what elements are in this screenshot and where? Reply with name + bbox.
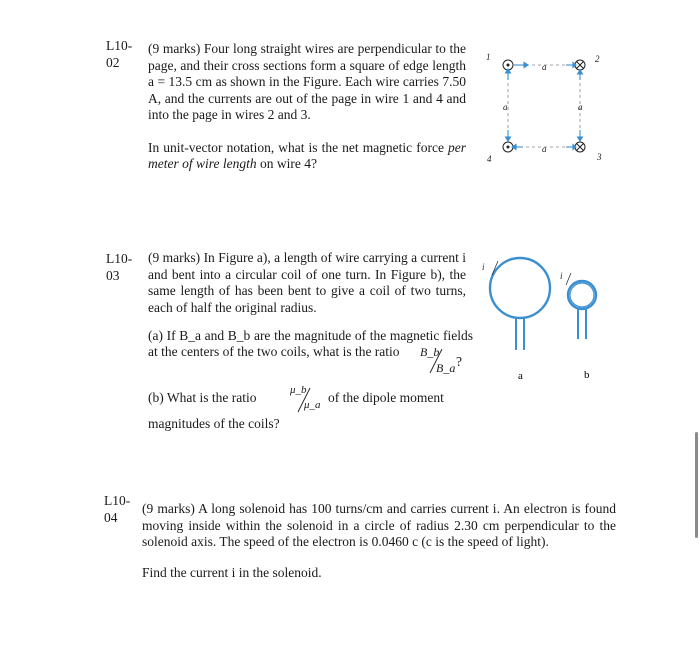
problem-id-l10-03: L10- 03 <box>106 251 133 283</box>
wire-1-label: 1 <box>486 52 491 62</box>
edge-label-right: a <box>578 102 583 112</box>
problem-id-l10-02: L10- 02 <box>106 38 133 70</box>
problem-l10-04-statement: (9 marks) A long solenoid has 100 turns/cm and carries current i. An electron is found moving inside within the solenoid in a circle of radius 2.30 cm perpendicular to the solenoid axis. The speed of the electron is 0.0460 c (c is the speed of light). <box>142 501 616 549</box>
ratio-mub-over-mua: μ_b μ_a <box>290 384 321 411</box>
problem-id-l10-04: L10- 04 <box>104 493 131 525</box>
problem-l10-03-part-a: (a) If B_a and B_b are the magnitude of the magnetic fields at the centers of the two coils, what is the ratio <box>148 328 473 359</box>
current-label-b: i <box>560 271 563 281</box>
edge-label-left: a <box>503 102 508 112</box>
wire-4-label: 4 <box>487 154 492 164</box>
problem-l10-02-text <box>148 41 466 173</box>
problem-l10-03-part-b-tail-2: magnitudes of the coils? <box>148 416 280 431</box>
edge-label-bottom: a <box>542 144 547 154</box>
four-wires-figure <box>478 40 608 170</box>
coil-a-icon <box>490 258 550 350</box>
figure-b-label: b <box>584 369 590 381</box>
edge-label-top: a <box>542 62 547 72</box>
wire-2-label: 2 <box>595 54 600 64</box>
wire-3-label: 3 <box>597 152 602 162</box>
problem-l10-03-part-b-lead: (b) What is the ratio <box>148 390 257 405</box>
field-arrows <box>506 63 583 150</box>
current-label-a: i <box>482 262 485 272</box>
ratio-bb-over-ba: B_b B_a <box>420 345 456 375</box>
problem-l10-04-question: Find the current i in the solenoid. <box>142 565 322 580</box>
figure-a-label: a <box>518 370 523 382</box>
problem-l10-02-statement: (9 marks) Four long straight wires are perpendicular to the page, and their cross sections form a square of edge length a = 13.5 cm as shown in the Figure. Each wire carries 7.50 A, and the currents are out of the page in wire 1 and 4 and into the page in wires 2 and 3. <box>148 41 466 122</box>
problem-l10-02-question: In unit-vector notation, what is the net magnetic force per meter of wire length on wire 4? <box>148 139 467 171</box>
vertical-scrollbar[interactable] <box>695 432 698 538</box>
problem-l10-03-statement: (9 marks) In Figure a), a length of wire carrying a current i and bent into a circular coil of one turn. In Figure b), the same length of has been bent to give a coil of two turns, each of half the original radius. <box>148 250 466 315</box>
part-a-question-mark: ? <box>456 354 462 369</box>
coil-b-icon <box>568 281 596 339</box>
problem-l10-03-part-b-tail-1: of the dipole moment <box>328 390 444 405</box>
coil-figure <box>476 255 606 385</box>
